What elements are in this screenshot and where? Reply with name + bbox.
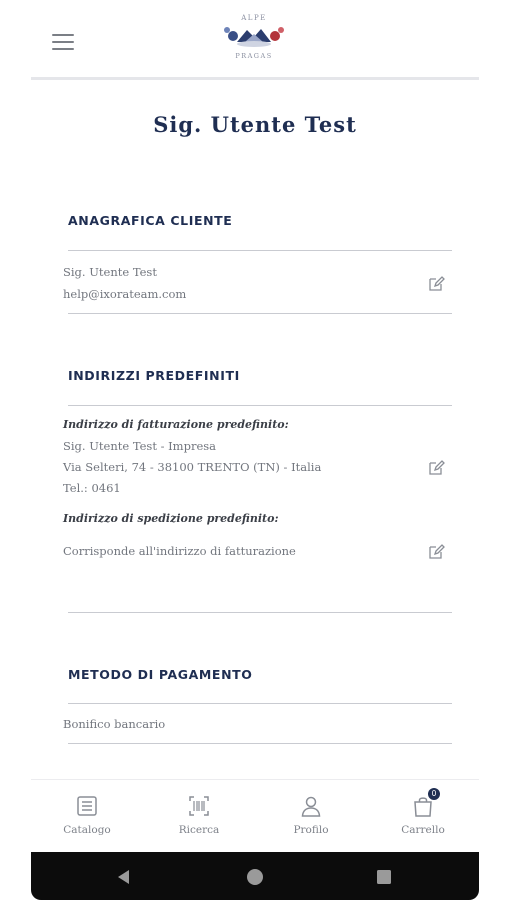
edit-shipping-address-icon[interactable] xyxy=(427,543,445,561)
header-divider xyxy=(31,77,479,80)
logo-text-top: ALPE xyxy=(241,14,267,22)
hamburger-menu-icon[interactable] xyxy=(52,34,74,50)
billing-phone: Tel.: 0461 xyxy=(63,481,121,495)
logo-text-bottom: PRAGAS xyxy=(235,52,273,60)
system-navigation-bar xyxy=(31,852,479,900)
divider xyxy=(68,612,452,613)
nav-profilo-label: Profilo xyxy=(293,824,329,836)
nav-catalogo[interactable] xyxy=(52,794,122,836)
catalog-icon xyxy=(75,794,99,818)
bottom-nav-divider xyxy=(31,779,479,780)
nav-carrello-label: Carrello xyxy=(401,824,445,836)
billing-street: Via Selteri, 74 - 38100 TRENTO (TN) - Italia xyxy=(63,460,322,474)
divider xyxy=(68,703,452,704)
billing-address-label: Indirizzo di fatturazione predefinito: xyxy=(63,418,289,431)
payment-method-value: Bonifico bancario xyxy=(63,717,166,731)
barcode-scan-icon xyxy=(187,794,211,818)
page-title: Sig. Utente Test xyxy=(153,112,357,137)
divider xyxy=(68,250,452,251)
indirizzi-section-title: INDIRIZZI PREDEFINITI xyxy=(68,368,240,383)
recents-square-icon[interactable] xyxy=(375,868,393,886)
nav-ricerca[interactable] xyxy=(164,794,234,836)
billing-name: Sig. Utente Test - Impresa xyxy=(63,439,217,453)
brand-logo[interactable] xyxy=(215,10,293,62)
nav-carrello[interactable] xyxy=(388,789,458,836)
anagrafica-section-title: ANAGRAFICA CLIENTE xyxy=(68,213,233,228)
shipping-address-label: Indirizzo di spedizione predefinito: xyxy=(63,512,279,525)
nav-ricerca-label: Ricerca xyxy=(178,824,220,836)
customer-email: help@ixorateam.com xyxy=(63,287,187,301)
nav-profilo[interactable] xyxy=(276,794,346,836)
user-icon xyxy=(299,794,323,818)
shipping-address-value: Corrisponde all'indirizzo di fatturazione xyxy=(63,544,296,558)
edit-anagrafica-icon[interactable] xyxy=(427,275,445,293)
cart-count-badge: 0 xyxy=(428,788,440,800)
edit-billing-address-icon[interactable] xyxy=(427,459,445,477)
divider xyxy=(68,313,452,314)
home-circle-icon[interactable] xyxy=(246,868,264,886)
nav-catalogo-label: Catalogo xyxy=(63,824,111,836)
divider xyxy=(68,405,452,406)
pagamento-section-title: METODO DI PAGAMENTO xyxy=(68,667,253,682)
customer-name: Sig. Utente Test xyxy=(63,265,157,279)
divider xyxy=(68,743,452,744)
back-triangle-icon[interactable] xyxy=(115,868,133,886)
